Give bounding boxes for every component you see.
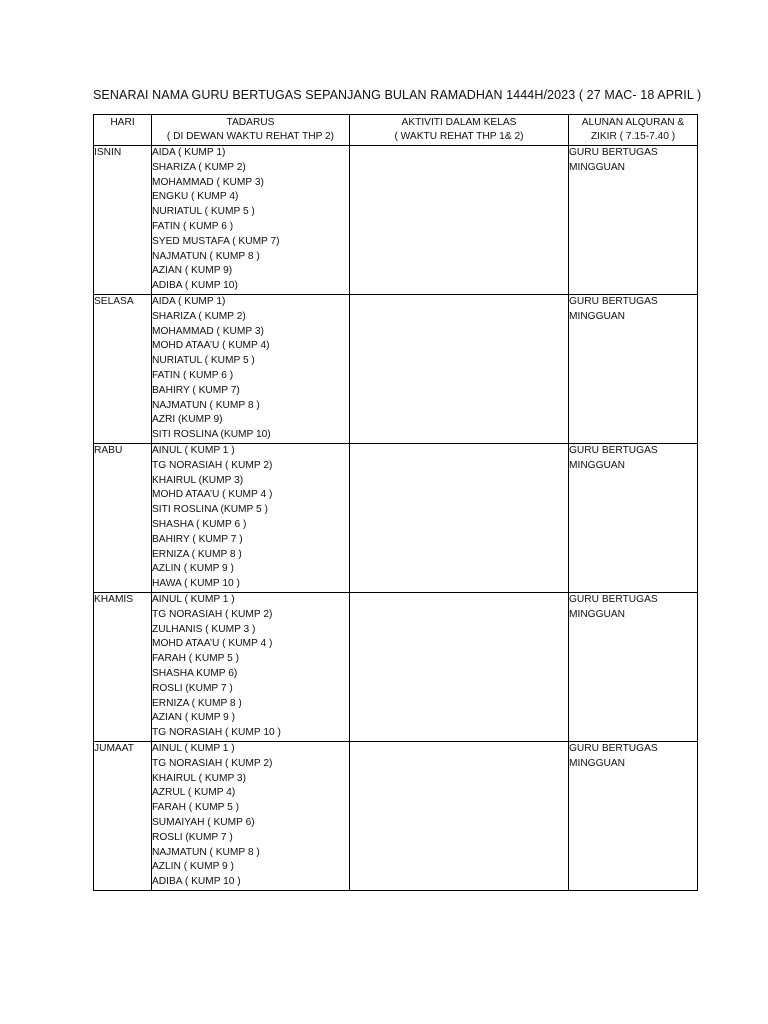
teacher-name: SITI ROSLINA (KUMP 10): [152, 429, 271, 441]
teacher-name: BAHIRY ( KUMP 7): [152, 384, 240, 396]
header-alunan: [569, 115, 698, 146]
teacher-name: AZIAN ( KUMP 9 ): [152, 712, 236, 724]
header-hari: [94, 115, 152, 146]
header-alunan-line2: ZIKIR ( 7.15-7.40 ): [590, 131, 676, 142]
aktiviti-cell: [350, 444, 569, 593]
table-row: [94, 295, 698, 444]
header-tadarus: [152, 115, 350, 146]
teacher-name: NURIATUL ( KUMP 5 ): [152, 206, 255, 218]
teacher-name: AZLIN ( KUMP 9 ): [152, 861, 234, 873]
teacher-name: AIDA ( KUMP 1): [152, 147, 226, 158]
teacher-name: ERNIZA ( KUMP 8 ): [152, 548, 242, 560]
teacher-name: SHASHA ( KUMP 6 ): [152, 518, 247, 530]
teacher-name: ENGKU ( KUMP 4): [152, 191, 239, 203]
table-body: [94, 146, 698, 891]
duty-line1: GURU BERTUGAS: [569, 445, 658, 456]
header-aktiviti-line1: AKTIVITI DALAM KELAS: [401, 117, 517, 128]
teacher-name: NAJMATUN ( KUMP 8 ): [152, 250, 260, 262]
teacher-name: AZRI (KUMP 9): [152, 414, 223, 426]
day-cell: JUMAAT: [94, 742, 152, 891]
duty-line2: MINGGUAN: [569, 310, 626, 322]
teacher-name: NAJMATUN ( KUMP 8 ): [152, 846, 260, 858]
teacher-name: SITI ROSLINA (KUMP 5 ): [152, 504, 268, 516]
teacher-name: MOHAMMAD ( KUMP 3): [152, 176, 264, 188]
tadarus-names-cell: [152, 444, 350, 593]
teacher-name: ROSLI (KUMP 7 ): [152, 831, 233, 843]
duty-line1: GURU BERTUGAS: [569, 743, 658, 754]
header-aktiviti: [350, 115, 569, 146]
day-cell: RABU: [94, 444, 152, 593]
day-cell: SELASA: [94, 295, 152, 444]
tadarus-names-cell: [152, 146, 350, 295]
tadarus-names-cell: [152, 593, 350, 742]
teacher-name: AZRUL ( KUMP 4): [152, 787, 236, 799]
teacher-name: AINUL ( KUMP 1 ): [152, 594, 235, 605]
header-tadarus-line2: ( DI DEWAN WAKTU REHAT THP 2): [166, 131, 335, 142]
teacher-name: NAJMATUN ( KUMP 8 ): [152, 399, 260, 411]
teacher-name: AINUL ( KUMP 1 ): [152, 743, 235, 754]
teacher-name: HAWA ( KUMP 10 ): [152, 578, 240, 590]
teacher-name: TG NORASIAH ( KUMP 2): [152, 459, 273, 471]
teacher-name: ROSLI (KUMP 7 ): [152, 682, 233, 694]
page-title: SENARAI NAMA GURU BERTUGAS SEPANJANG BULAN RAMADHAN 1444H/2023 ( 27 MAC- 18 APRIL ): [93, 88, 702, 102]
teacher-name: SHASHA KUMP 6): [152, 667, 238, 679]
alunan-duty-cell: [569, 146, 698, 295]
aktiviti-cell: [350, 146, 569, 295]
teacher-name: NURIATUL ( KUMP 5 ): [152, 355, 255, 367]
teacher-name: SUMAIYAH ( KUMP 6): [152, 816, 255, 828]
teacher-name: TG NORASIAH ( KUMP 2): [152, 757, 273, 769]
teacher-name: FARAH ( KUMP 5 ): [152, 802, 239, 814]
teacher-name: AIDA ( KUMP 1): [152, 296, 226, 307]
teacher-name: ERNIZA ( KUMP 8 ): [152, 697, 242, 709]
teacher-name: AZIAN ( KUMP 9): [152, 265, 233, 277]
teacher-name: MOHD ATAA’U ( KUMP 4): [152, 340, 270, 352]
aktiviti-cell: [350, 295, 569, 444]
table-row: [94, 742, 698, 891]
teacher-name: MOHAMMAD ( KUMP 3): [152, 325, 264, 337]
teacher-name: KHAIRUL ( KUMP 3): [152, 772, 246, 784]
aktiviti-cell: [350, 593, 569, 742]
header-hari-label: HARI: [110, 117, 135, 128]
alunan-duty-cell: [569, 593, 698, 742]
teacher-name: FATIN ( KUMP 6 ): [152, 220, 234, 232]
duty-line2: MINGGUAN: [569, 161, 626, 173]
teacher-name: SHARIZA ( KUMP 2): [152, 161, 246, 173]
teacher-name: BAHIRY ( KUMP 7 ): [152, 533, 243, 545]
header-tadarus-line1: TADARUS: [226, 117, 275, 128]
teacher-name: TG NORASIAH ( KUMP 10 ): [152, 727, 281, 739]
aktiviti-cell: [350, 742, 569, 891]
teacher-name: FATIN ( KUMP 6 ): [152, 369, 234, 381]
teacher-name: ZULHANIS ( KUMP 3 ): [152, 623, 256, 635]
teacher-name: AINUL ( KUMP 1 ): [152, 445, 235, 456]
teacher-name: AZLIN ( KUMP 9 ): [152, 563, 234, 575]
teacher-name: MOHD ATAA’U ( KUMP 4 ): [152, 489, 273, 501]
table-row: [94, 593, 698, 742]
teacher-name: MOHD ATAA’U ( KUMP 4 ): [152, 638, 273, 650]
teacher-name: ADIBA ( KUMP 10 ): [152, 876, 241, 888]
header-alunan-line1: ALUNAN ALQURAN &: [581, 117, 685, 128]
tadarus-names-cell: [152, 295, 350, 444]
table-row: [94, 444, 698, 593]
day-cell: KHAMIS: [94, 593, 152, 742]
duty-line2: MINGGUAN: [569, 459, 626, 471]
teacher-name: TG NORASIAH ( KUMP 2): [152, 608, 273, 620]
table-header-row: [94, 115, 698, 146]
duty-roster-table: [93, 114, 698, 891]
teacher-name: SHARIZA ( KUMP 2): [152, 310, 246, 322]
duty-line2: MINGGUAN: [569, 757, 626, 769]
table-row: [94, 146, 698, 295]
teacher-name: SYED MUSTAFA ( KUMP 7): [152, 235, 280, 247]
duty-line1: GURU BERTUGAS: [569, 147, 658, 158]
duty-line2: MINGGUAN: [569, 608, 626, 620]
teacher-name: KHAIRUL (KUMP 3): [152, 474, 244, 486]
alunan-duty-cell: [569, 295, 698, 444]
day-cell: ISNIN: [94, 146, 152, 295]
tadarus-names-cell: [152, 742, 350, 891]
duty-line1: GURU BERTUGAS: [569, 296, 658, 307]
alunan-duty-cell: [569, 444, 698, 593]
teacher-name: FARAH ( KUMP 5 ): [152, 653, 239, 665]
header-aktiviti-line2: ( WAKTU REHAT THP 1& 2): [394, 131, 524, 142]
teacher-name: ADIBA ( KUMP 10): [152, 280, 238, 292]
duty-line1: GURU BERTUGAS: [569, 594, 658, 605]
alunan-duty-cell: [569, 742, 698, 891]
